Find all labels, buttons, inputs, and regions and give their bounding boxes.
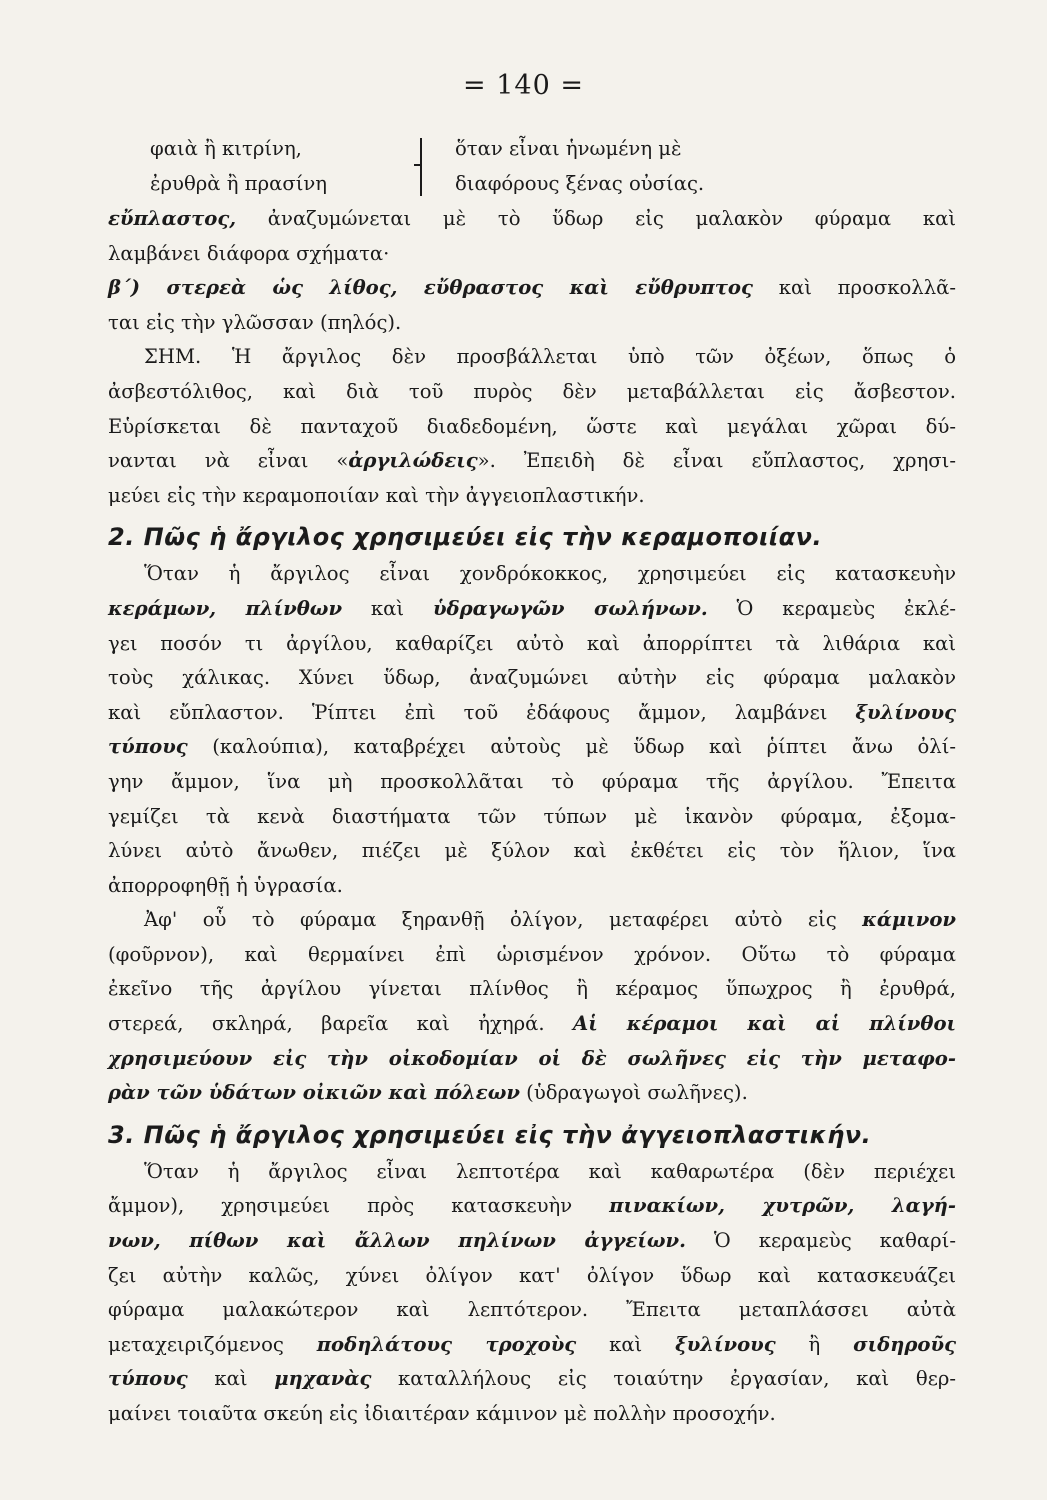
text-line: γην ἄμμον, ἵνα μὴ προσκολλᾶται τὸ φύραμα τῆς ἀργίλου. Ἔπειτα xyxy=(108,769,956,793)
text-line: ἀσβεστόλιθος, καὶ διὰ τοῦ πυρὸς δὲν μεταβάλλεται εἰς ἄσβεστον. xyxy=(108,379,956,403)
text-line: β΄) στερεὰ ὡς λίθος, εὔθραστος καὶ εὔθρυπτος καὶ προσκολλᾶ- xyxy=(108,276,956,300)
text-line: γει ποσόν τι ἀργίλου, καθαρίζει αὐτὸ καὶ ἀπορρίπτει τὰ λιθάρια καὶ xyxy=(108,631,956,655)
text-line: νανται νὰ εἶναι «ἀργιλώδεις». Ἐπειδὴ δὲ εἶναι εὔπλαστος, χρησι- xyxy=(108,449,956,473)
text-line: τοὺς χάλικας. Χύνει ὕδωρ, ἀναζυμώνει αὐτὴν εἰς φύραμα μαλακὸν xyxy=(108,666,956,690)
page-content xyxy=(108,132,956,1432)
text-line: μεταχειριζόμενος ποδηλάτους τροχοὺς καὶ ξυλίνους ἢ σιδηροῦς xyxy=(108,1332,957,1356)
text-line: Εὑρίσκεται δὲ πανταχοῦ διαδεδομένη, ὥστε καὶ μεγάλαι χῶραι δύ- xyxy=(108,414,956,438)
text-line: Ἀφ' οὗ τὸ φύραμα ξηρανθῇ ὀλίγον, μεταφέρει αὐτὸ εἰς κάμινον xyxy=(144,908,956,932)
text-line: χρησιμεύουν εἰς τὴν οἰκοδομίαν οἱ δὲ σωλῆνες εἰς τὴν μεταφο- xyxy=(108,1046,956,1070)
paragraph-note xyxy=(108,340,956,513)
text-line: γεμίζει τὰ κενὰ διαστήματα τῶν τύπων μὲ ἱκανὸν φύραμα, ἐξομα- xyxy=(108,804,956,828)
text-line: (φοῦρνον), καὶ θερμαίνει ἐπὶ ὡρισμένον χρόνον. Οὕτω τὸ φύραμα xyxy=(108,942,956,966)
brace-mark xyxy=(420,138,431,196)
text-line: Ὅταν ἡ ἄργιλος εἶναι χονδρόκοκκος, χρησιμεύει εἰς κατασκευὴν xyxy=(144,562,956,586)
text-line: στερεά, σκληρά, βαρεῖα καὶ ἠχηρά. Αἱ κέραμοι καὶ αἱ πλίνθοι xyxy=(108,1012,956,1036)
pair-left-1: φαιὰ ἢ κιτρίνη, xyxy=(150,137,302,160)
paragraph-kiln xyxy=(108,903,956,1111)
text-line: ἄμμον), χρησιμεύει πρὸς κατασκευὴν πινακίων, χυτρῶν, λαγή- xyxy=(108,1194,957,1218)
text-line: κεράμων, πλίνθων καὶ ὑδραγωγῶν σωλήνων. Ὁ κεραμεὺς ἐκλέ- xyxy=(108,596,956,620)
brace-pair xyxy=(108,132,956,202)
text-line: Ὅταν ἡ ἄργιλος εἶναι λεπτοτέρα καὶ καθαρωτέρα (δὲν περιέχει xyxy=(144,1159,956,1183)
section-heading-3: 3. Πῶς ἡ ἄργιλος χρησιμεύει εἰς τὴν ἀγγειοπλαστικήν. xyxy=(108,1120,872,1149)
pair-right-2: διαφόρους ξένας οὐσίας. xyxy=(455,171,705,195)
text-line: λύνει αὐτὸ ἄνωθεν, πιέζει μὲ ξύλον καὶ ἐκθέτει εἰς τὸν ἥλιον, ἵνα xyxy=(108,839,956,863)
text-line: φύραμα μαλακώτερον καὶ λεπτότερον. Ἔπειτα μεταπλάσσει αὐτὰ xyxy=(108,1298,956,1322)
text-line: τύπους καὶ μηχανὰς καταλλήλους εἰς τοιαύτην ἐργασίαν, καὶ θερ- xyxy=(108,1367,956,1391)
section-heading-2: 2. Πῶς ἡ ἄργιλος χρησιμεύει εἰς τὴν κεραμοποιίαν. xyxy=(108,523,823,552)
text-line: λαμβάνει διάφορα σχήματα· xyxy=(108,241,390,265)
text-line: εὔπλαστος, ἀναζυμώνεται μὲ τὸ ὕδωρ εἰς μαλακὸν φύραμα καὶ xyxy=(108,207,956,230)
text-line: ζει αὐτὴν καλῶς, χύνει ὀλίγον κατ' ὀλίγον ὕδωρ καὶ κατασκευάζει xyxy=(108,1263,956,1287)
text-line: ται εἰς τὴν γλῶσσαν (πηλός). xyxy=(108,310,402,334)
paragraph-ceramics xyxy=(108,557,956,903)
text-line: μαίνει τοιαῦτα σκεύη εἰς ἰδιαιτέραν κάμινον μὲ πολλὴν προσοχήν. xyxy=(108,1402,776,1425)
text-line: καὶ εὔπλαστον. Ῥίπτει ἐπὶ τοῦ ἐδάφους ἄμμον, λαμβάνει ξυλίνους xyxy=(108,700,956,724)
text-line: ΣΗΜ. Ἡ ἄργιλος δὲν προσβάλλεται ὑπὸ τῶν ὀξέων, ὅπως ὁ xyxy=(144,345,956,369)
text-line: ἀπορροφηθῇ ἡ ὑγρασία. xyxy=(108,873,343,897)
paragraph-plasticity xyxy=(108,202,956,340)
text-line: μεύει εἰς τὴν κεραμοποιίαν καὶ τὴν ἀγγειοπλαστικήν. xyxy=(108,483,645,507)
text-line: τύπους (καλούπια), καταβρέχει αὐτοὺς μὲ ὕδωρ καὶ ῥίπτει ἄνω ὀλί- xyxy=(108,735,956,759)
text-line: νων, πίθων καὶ ἄλλων πηλίνων ἀγγείων. Ὁ κεραμεὺς καθαρί- xyxy=(108,1229,956,1253)
paragraph-pottery xyxy=(108,1155,956,1432)
page-number: = 140 = xyxy=(463,70,584,101)
pair-left-2: ἐρυθρὰ ἢ πρασίνη xyxy=(150,171,328,195)
pair-right-1: ὅταν εἶναι ἡνωμένη μὲ xyxy=(455,137,682,160)
text-line: ρὰν τῶν ὑδάτων οἰκιῶν καὶ πόλεων (ὑδραγωγοὶ σωλῆνες). xyxy=(108,1081,748,1105)
text-line: ἐκεῖνο τῆς ἀργίλου γίνεται πλίνθος ἢ κέραμος ὕπωχρος ἢ ἐρυθρά, xyxy=(108,977,956,1001)
